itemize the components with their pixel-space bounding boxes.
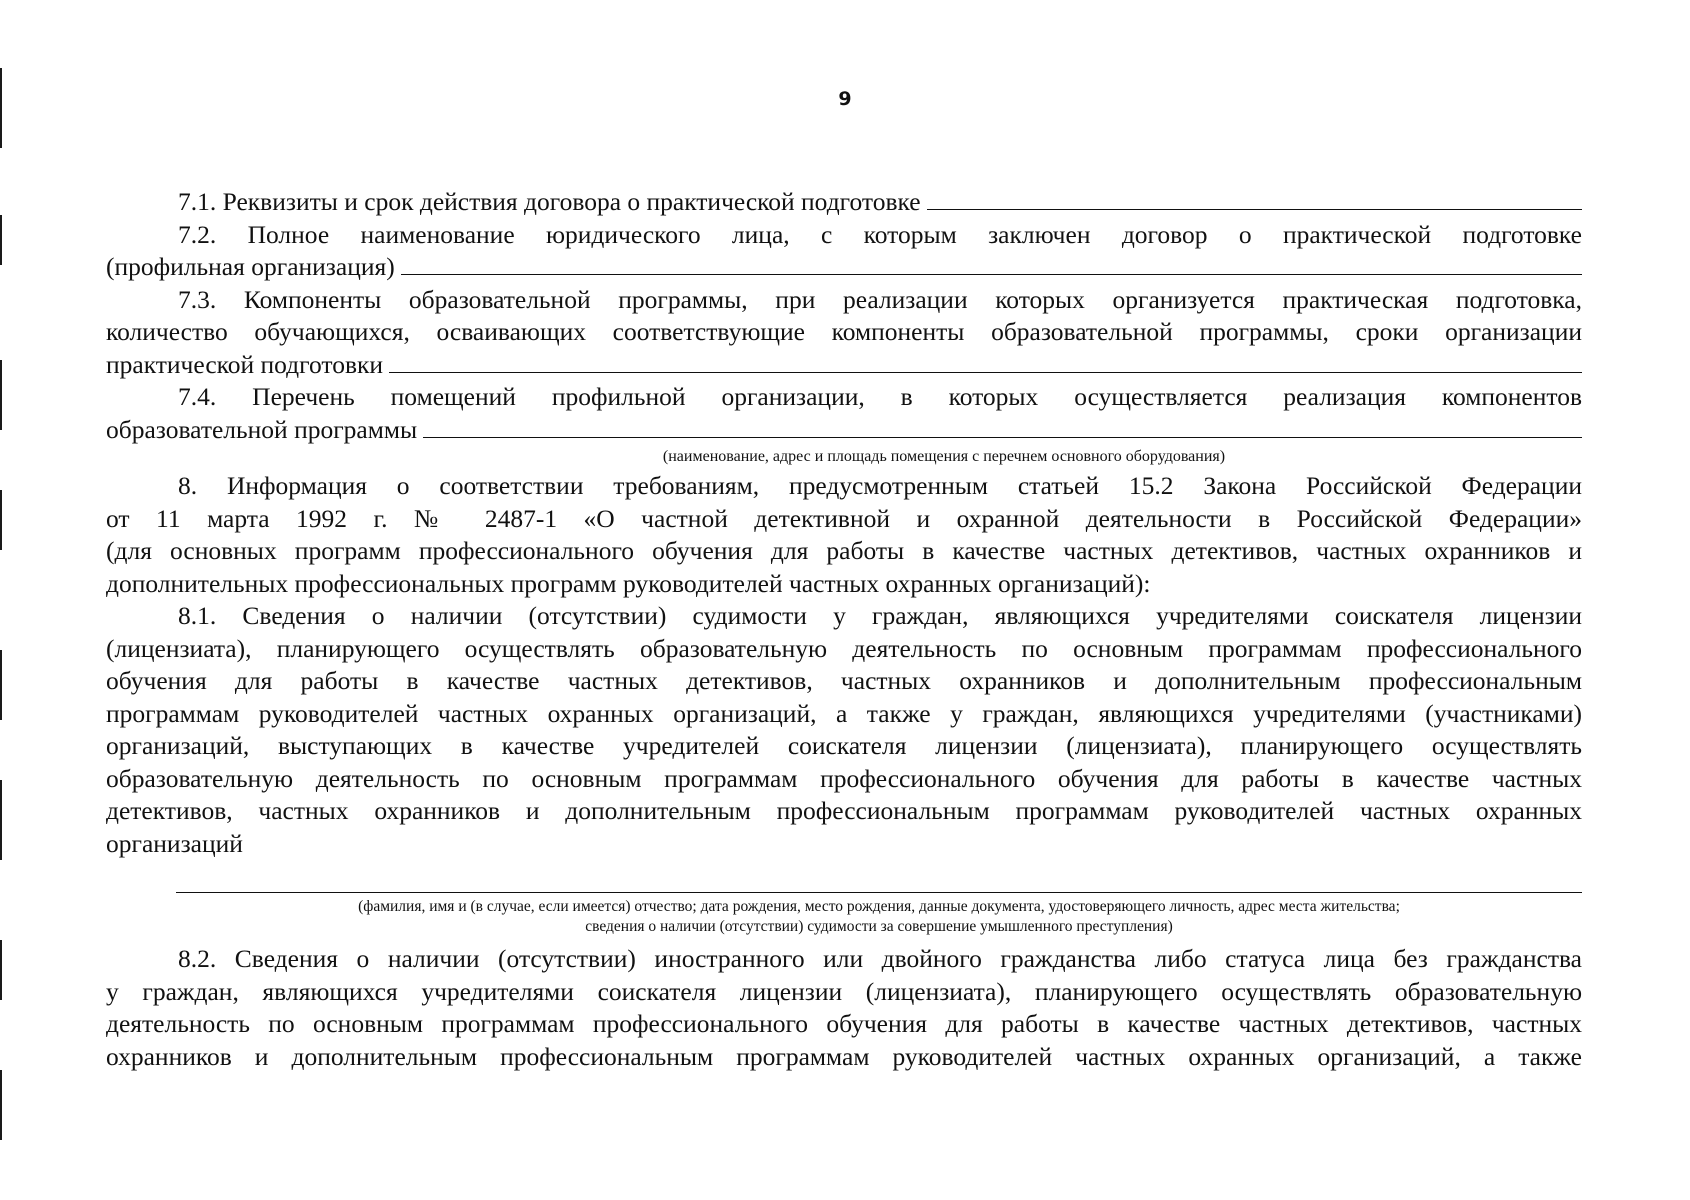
- text-line: детективов, частных охранников и дополнительным профессиональным программам руководителей частных охранных: [106, 796, 1582, 825]
- section-7-1: [106, 186, 1582, 219]
- scan-edge-mark: [0, 780, 2, 860]
- section-7-2: [106, 219, 1582, 252]
- text-line: деятельность по основным программам профессионального обучения для работы в качестве частных детективов, частных: [106, 1009, 1582, 1038]
- scan-edge-mark: [0, 650, 2, 720]
- scan-edge-mark: [0, 940, 2, 1000]
- text-line: охранников и дополнительным профессиональным программам руководителей частных охранных организаций, а также: [106, 1041, 1582, 1071]
- blank-field[interactable]: [401, 252, 1582, 275]
- text-line: 7.3. Компоненты образовательной программы, при реализации которых организуется практическая подготовка,: [178, 284, 1582, 314]
- text-line: количество обучающихся, осваивающих соответствующие компоненты образовательной программы, сроки организации: [106, 317, 1582, 346]
- scan-edge-mark: [0, 215, 2, 265]
- text-line: 8. Информация о соответствии требованиям, предусмотренным статьей 15.2 Закона Российской Федерации: [178, 471, 1582, 500]
- blank-field[interactable]: [176, 892, 1582, 893]
- section-7-3: [106, 284, 1582, 349]
- text-line: организаций: [106, 828, 243, 858]
- text-line: (для основных программ профессионального обучения для работы в качестве частных детективов, частных охранников и: [106, 536, 1582, 565]
- field-caption: сведения о наличии (отсутствии) судимости за совершение умышленного преступления): [585, 918, 1173, 935]
- text-line: (профильная организация): [106, 252, 395, 281]
- section-7-2-fill: [106, 251, 1582, 284]
- text-line: дополнительных профессиональных программ руководителей частных охранных организаций):: [106, 568, 1151, 598]
- section-8-2: [106, 943, 1582, 1073]
- text-line: 8.1. Сведения о наличии (отсутствии) судимости у граждан, являющихся учредителями соискателя лицензии: [178, 601, 1582, 630]
- scan-edge-mark: [0, 360, 2, 430]
- text-line: организаций, выступающих в качестве учредителей соискателя лицензии (лицензиата), планирующего осуществлять: [106, 731, 1582, 760]
- section-7-4: [106, 381, 1582, 414]
- field-caption: (наименование, адрес и площадь помещения с перечнем основного оборудования): [662, 448, 1226, 465]
- text-line: от 11 марта 1992 г. № 2487-1 «О частной детективной и охранной деятельности в Российской Федерации»: [106, 503, 1582, 533]
- text-line: образовательной программы: [106, 414, 418, 444]
- field-caption: (фамилия, имя и (в случае, если имеется) отчество; дата рождения, место рождения, данные документа, удостоверяющего личность, адрес места жительства;: [358, 898, 1400, 915]
- scan-edge-mark: [0, 490, 2, 550]
- text-line: (лицензиата), планирующего осуществлять образовательную деятельность по основным программам профессионального: [106, 633, 1582, 663]
- section-7-1-label: 7.1. Реквизиты и срок действия договора о практической подготовке: [178, 187, 921, 216]
- text-line: 7.4. Перечень помещений профильной организации, в которых осуществляется реализация компонентов: [178, 382, 1582, 411]
- blank-field[interactable]: [423, 415, 1582, 438]
- text-line: программам руководителей частных охранных организаций, а также у граждан, являющихся учредителями (участниками): [106, 698, 1582, 728]
- text-line: образовательную деятельность по основным программам профессионального обучения для работы в качестве частных: [106, 763, 1582, 793]
- page-number: 9: [838, 88, 852, 110]
- section-7-4-fill: [106, 414, 1582, 447]
- document-body: [106, 186, 1582, 1073]
- text-line: практической подготовки: [106, 349, 384, 379]
- section-8: [106, 470, 1582, 600]
- blank-field[interactable]: [389, 350, 1582, 373]
- scan-edge-mark: [0, 1070, 2, 1140]
- text-line: 8.2. Сведения о наличии (отсутствии) иностранного или двойного гражданства либо статуса лица без гражданства: [178, 944, 1582, 973]
- section-8-1: [106, 600, 1582, 860]
- text-line: 7.2. Полное наименование юридического лица, с которым заключен договор о практической подготовке: [178, 219, 1582, 249]
- text-line: у граждан, являющихся учредителями соискателя лицензии (лицензиата), планирующего осуществлять образовательную: [106, 976, 1582, 1006]
- text-line: обучения для работы в качестве частных детективов, частных охранников и дополнительным профессиональным: [106, 666, 1582, 695]
- blank-field[interactable]: [927, 187, 1582, 210]
- section-7-3-fill: [106, 349, 1582, 382]
